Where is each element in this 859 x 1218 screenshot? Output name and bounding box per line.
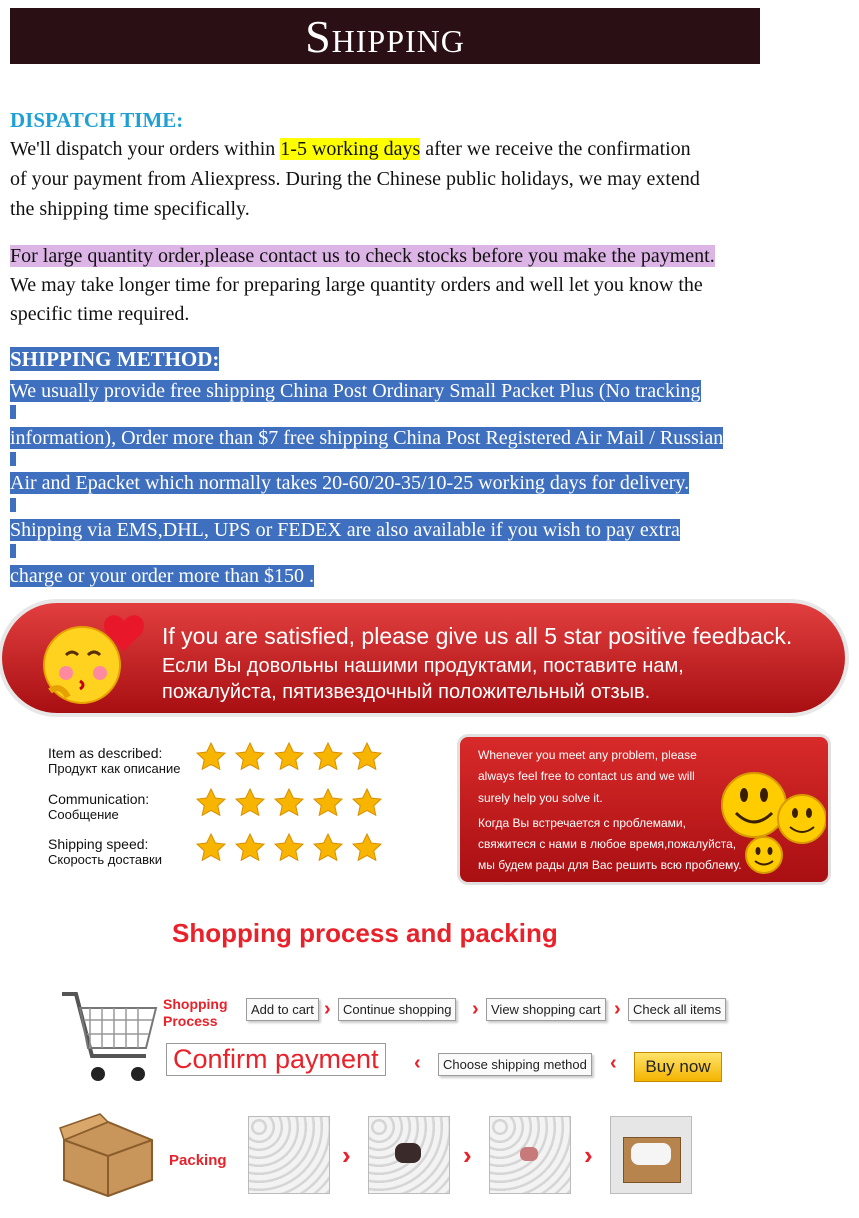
arrow-right-icon: › (614, 998, 621, 1020)
star-icon (352, 788, 382, 818)
selection-marker (10, 544, 16, 558)
help-line-4: Когда Вы встречается с проблемами, (478, 816, 686, 830)
kissing-smiley-icon (36, 607, 156, 711)
arrow-right-icon: › (584, 1140, 593, 1170)
buy-now-step: Buy now (634, 1052, 722, 1082)
rating-label-shipping-speed: Shipping speed: Скорость доставки (48, 836, 162, 867)
stars-shipping-speed (196, 833, 382, 863)
shipping-method-line-3: Air and Epacket which normally takes 20-60/20-35/10-25 working days for delivery. (10, 472, 690, 494)
page-title: Shipping (305, 10, 465, 62)
help-line-6: мы будем рады для Вас решить всю проблему. (478, 858, 742, 872)
cardboard-box-icon (58, 1110, 158, 1198)
large-order-notice (10, 241, 715, 271)
star-icon (313, 742, 343, 772)
help-line-1: Whenever you meet any problem, please (478, 748, 697, 762)
bubble-package-photo (489, 1116, 571, 1194)
shipping-method-line-1: We usually provide free shipping China Post Ordinary Small Packet Plus (No tracking (10, 380, 701, 402)
large-order-line-2: We may take longer time for preparing large quantity orders and well let you know the (10, 274, 703, 296)
selection-marker (10, 452, 16, 466)
feedback-russian-1: Если Вы довольны нашими продуктами, поставите нам, (162, 655, 684, 677)
feedback-banner (2, 603, 845, 713)
star-icon (274, 833, 304, 863)
star-icon (352, 742, 382, 772)
star-icon (274, 788, 304, 818)
dispatch-line-3: the shipping time specifically. (10, 198, 250, 220)
confirm-payment-step: Confirm payment (166, 1043, 386, 1076)
dispatch-text: We'll dispatch your orders within (10, 138, 281, 160)
feedback-russian-2: пожалуйста, пятизвездочный положительный отзыв. (162, 681, 651, 703)
step-continue-shopping: Continue shopping (338, 998, 456, 1021)
shopping-cart-icon (58, 990, 162, 1088)
wrapped-item-photo (368, 1116, 450, 1194)
arrow-right-icon: › (472, 998, 479, 1020)
dispatch-line-2: of your payment from Aliexpress. During the Chinese public holidays, we may extend (10, 168, 700, 190)
arrow-right-icon: › (324, 998, 331, 1020)
star-icon (313, 833, 343, 863)
star-icon (235, 833, 265, 863)
selection-marker (10, 498, 16, 512)
star-icon (235, 788, 265, 818)
star-icon (235, 742, 265, 772)
dispatch-heading: DISPATCH TIME: (10, 108, 184, 132)
arrow-right-icon: › (342, 1140, 351, 1170)
step-check-items: Check all items (628, 998, 726, 1021)
step-view-cart: View shopping cart (486, 998, 606, 1021)
selection-marker (10, 405, 16, 419)
star-icon (274, 742, 304, 772)
star-icon (313, 788, 343, 818)
help-box (460, 737, 828, 882)
dispatch-days-highlight: 1-5 working days (280, 138, 421, 160)
page-header (10, 8, 760, 64)
step-choose-shipping: Choose shipping method (438, 1053, 592, 1076)
large-order-line-3: specific time required. (10, 303, 190, 325)
stars-communication (196, 788, 382, 818)
shipping-method-heading: SHIPPING METHOD: (10, 347, 220, 371)
star-icon (196, 742, 226, 772)
large-order-highlight: For large quantity order,please contact us to check stocks before you make the payment. (10, 245, 715, 267)
arrow-left-icon: ‹ (414, 1052, 421, 1074)
rating-label-communication: Communication: Сообщение (48, 791, 150, 822)
help-line-5: свяжитеся с нами в любое время,пожалуйста, (478, 837, 737, 851)
feedback-english: If you are satisfied, please give us all 5 star positive feedback. (162, 623, 793, 649)
shipping-method-line-2: information), Order more than $7 free shipping China Post Registered Air Mail / Russian (10, 427, 724, 449)
help-line-2: always feel free to contact us and we will (478, 769, 695, 783)
help-line-3: surely help you solve it. (478, 791, 603, 805)
dispatch-text: after we receive the confirmation (420, 138, 691, 160)
shopping-process-label: Shopping Process (163, 996, 228, 1029)
star-icon (196, 788, 226, 818)
smiley-faces-icon (718, 755, 826, 877)
bubble-wrap-photo (248, 1116, 330, 1194)
boxed-package-photo (610, 1116, 692, 1194)
shipping-method-line-5: charge or your order more than $150 . (10, 565, 314, 587)
arrow-left-icon: ‹ (610, 1052, 617, 1074)
dispatch-line-1 (10, 134, 691, 164)
star-icon (352, 833, 382, 863)
arrow-right-icon: › (463, 1140, 472, 1170)
shipping-method-line-4: Shipping via EMS,DHL, UPS or FEDEX are also available if you wish to pay extra (10, 519, 680, 541)
packing-label: Packing (169, 1152, 227, 1169)
star-icon (196, 833, 226, 863)
step-add-to-cart: Add to cart (246, 998, 319, 1021)
stars-item (196, 742, 382, 772)
process-title: Shopping process and packing (172, 918, 558, 948)
rating-label-item: Item as described: Продукт как описание (48, 745, 181, 776)
